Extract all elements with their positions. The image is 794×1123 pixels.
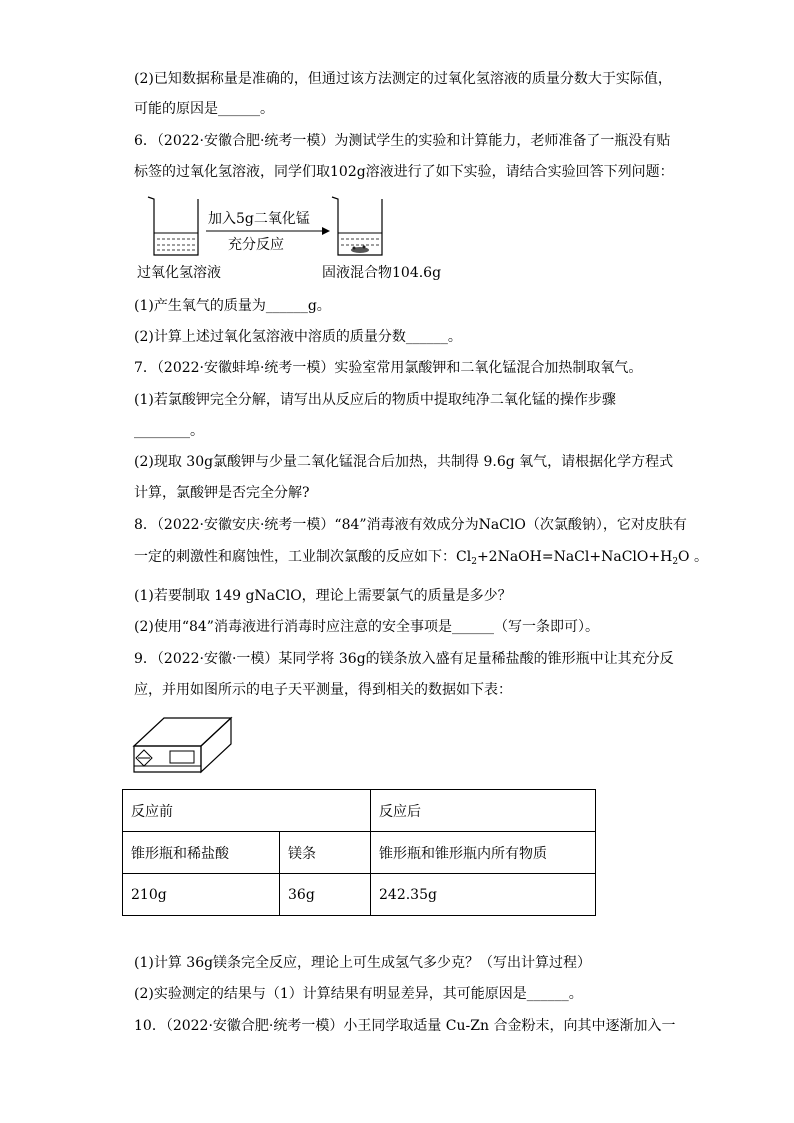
q7-part2-line1: (2)现取 30g氯酸钾与少量二氧化锰混合后加热，共制得 9.6g 氧气，请根据化学方程式 bbox=[134, 454, 674, 470]
q6-stem-line1: 6．（2022·安徽合肥·统考一模）为测试学生的实验和计算能力，老师准备了一瓶没有贴 bbox=[134, 133, 671, 149]
table-row bbox=[123, 790, 596, 832]
right-beaker-icon bbox=[330, 195, 390, 259]
left-beaker-label: 过氧化氢溶液 bbox=[137, 265, 221, 281]
q10-stem-line1: 10．（2022·安徽合肥·统考一模）小王同学取适量 Cu-Zn 合金粉末，向其中逐渐加入一 bbox=[134, 1018, 676, 1034]
val-magnesium: 36g bbox=[280, 874, 371, 916]
q9-part2: (2)实验测定的结果与（1）计算结果有明显差异，其可能原因是______。 bbox=[134, 986, 583, 1002]
right-beaker-label: 固液混合物104.6g bbox=[322, 265, 442, 281]
q6-part1: (1)产生氧气的质量为______g。 bbox=[134, 298, 331, 314]
q7-part1-line2: ________。 bbox=[134, 423, 204, 439]
val-flask-acid: 210g bbox=[123, 874, 280, 916]
arrow-bottom-label: 充分反应 bbox=[228, 237, 284, 253]
q8-part1: (1)若要制取 149 gNaClO，理论上需要氯气的质量是多少？ bbox=[134, 588, 512, 604]
col-magnesium: 镁条 bbox=[280, 832, 371, 874]
header-before: 反应前 bbox=[123, 790, 371, 832]
q5-part2-line2: 可能的原因是______。 bbox=[134, 101, 274, 117]
arrow-top-label: 加入5g二氧化锰 bbox=[208, 211, 310, 227]
q9-part1: (1)计算 36g镁条完全反应，理论上可生成氢气多少克？（写出计算过程） bbox=[134, 955, 592, 971]
q5-part2-line1: (2)已知数据称量是准确的，但通过该方法测定的过氧化氢溶液的质量分数大于实际值， bbox=[134, 71, 672, 87]
q8-stem-line1: 8．（2022·安徽安庆·统考一模）“84”消毒液有效成分为NaClO（次氯酸钠），它对皮肤有 bbox=[134, 517, 687, 533]
q6-part2: (2)计算上述过氧化氢溶液中溶质的质量分数______。 bbox=[134, 329, 462, 345]
q7-part2-line2: 计算，氯酸钾是否完全分解? bbox=[134, 485, 310, 501]
data-table bbox=[122, 789, 596, 916]
val-all-substances: 242.35g bbox=[371, 874, 596, 916]
col-flask-acid: 锥形瓶和稀盐酸 bbox=[123, 832, 280, 874]
table-row bbox=[123, 832, 596, 874]
q7-stem: 7．（2022·安徽蚌埠·统考一模）实验室常用氯酸钾和二氧化锰混合加热制取氧气。 bbox=[134, 360, 643, 376]
electronic-balance-icon bbox=[132, 716, 234, 776]
q8-stem-line2: 一定的刺激性和腐蚀性，工业制次氯酸的反应如下：$Cl_2+2NaOH=NaCl+NaClO+H_2O$ 。 bbox=[134, 549, 708, 567]
q6-stem-line2: 标签的过氧化氢溶液，同学们取102g溶液进行了如下实验，请结合实验回答下列问题： bbox=[134, 164, 674, 180]
header-after: 反应后 bbox=[371, 790, 596, 832]
q8-part2: (2)使用“84”消毒液进行消毒时应注意的安全事项是______（写一条即可）。 bbox=[134, 619, 599, 635]
col-all-substances: 锥形瓶和锥形瓶内所有物质 bbox=[371, 832, 596, 874]
table-row bbox=[123, 874, 596, 916]
q9-stem-line1: 9．（2022·安徽·一模）某同学将 36g的镁条放入盛有足量稀盐酸的锥形瓶中让其充分反 bbox=[134, 651, 674, 667]
left-beaker-icon bbox=[146, 195, 206, 259]
q9-stem-line2: 应，并用如图所示的电子天平测量，得到相关的数据如下表： bbox=[134, 682, 512, 698]
q7-part1-line1: (1)若氯酸钾完全分解，请写出从反应后的物质中提取纯净二氧化锰的操作步骤 bbox=[134, 392, 616, 408]
